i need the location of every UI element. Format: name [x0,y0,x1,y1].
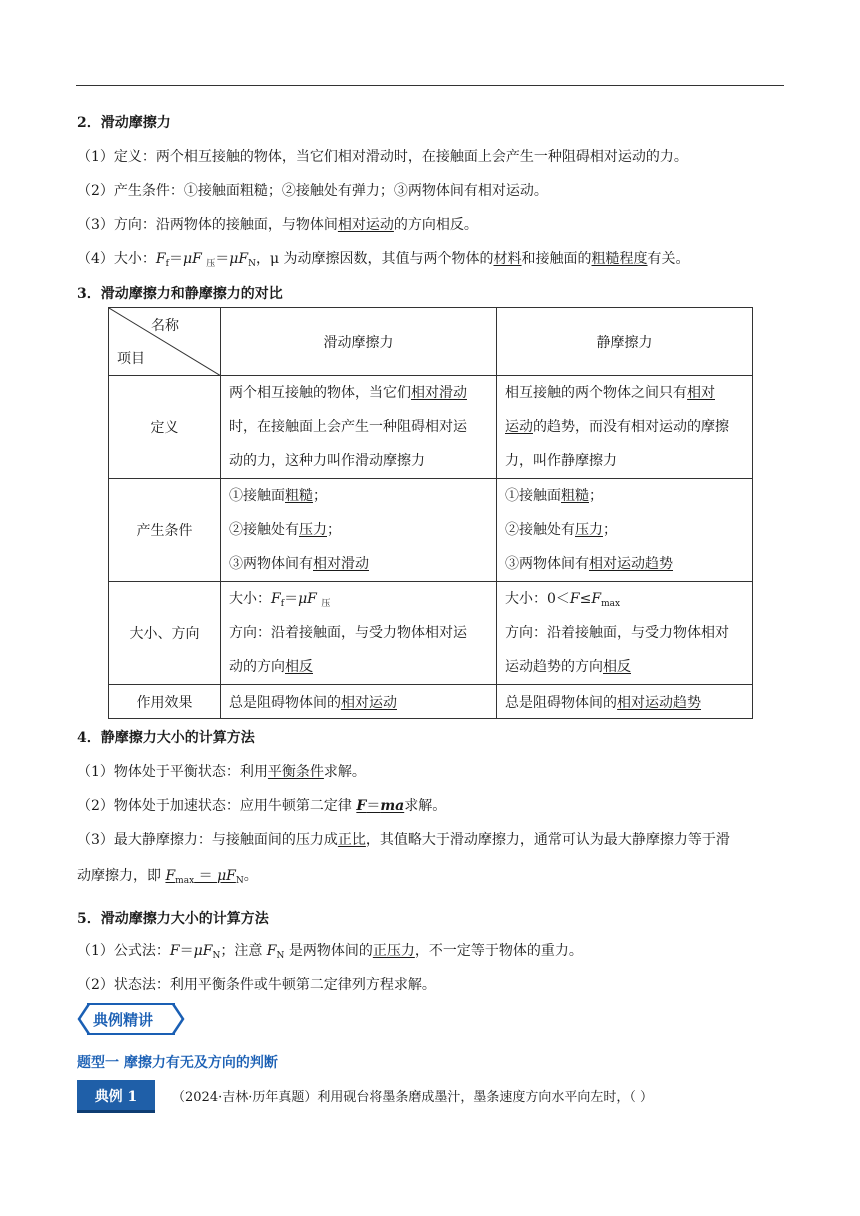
underlined-term: 相反 [285,659,313,675]
text: 求解。 [404,798,447,814]
static-condition [497,479,753,582]
text: ③两物体间有 [505,556,589,572]
underlined-term: 平衡条件 [267,764,324,780]
section-2-definition: （1）定义：两个相互接触的物体，当它们相对滑动时，在接触面上会产生一种阻碍相对运动的力。 [77,149,688,165]
example-question: （2024·吉林·历年真题）利用砚台将墨条磨成墨汁，墨条速度方向水平向左时，（ ） [172,1090,653,1105]
header-rule [76,85,784,86]
text: （4）大小： [77,251,156,267]
banner-label: 典例精讲 [93,1011,154,1029]
underlined-term: 粗糙 [285,488,313,504]
text: （1）公式法： [77,943,170,959]
underlined-term: 相对运动 [337,217,394,233]
header-sliding: 滑动摩擦力 [221,308,497,376]
header-static: 静摩擦力 [497,308,753,376]
text: ； [603,522,617,538]
underlined-term: 相对运动趋势 [617,694,701,711]
table-row [109,685,753,719]
section-2-condition: （2）产生条件：①接触面粗糙；②接触处有弹力；③两物体间有相对运动。 [77,183,548,199]
section-5-line-2: （2）状态法：利用平衡条件或牛顿第二定律列方程求解。 [77,977,436,993]
section-5-line-1 [77,940,583,961]
text: （3）最大静摩擦力：与接触面间的压力成 [77,832,338,848]
row-label-definition: 定义 [109,376,221,479]
section-4-line-1 [77,761,366,781]
example-badge [77,1080,155,1113]
text: 大小： [229,591,271,607]
text: 有关。 [647,251,690,267]
text: 的方向相反。 [393,217,478,233]
text: 动摩擦力，即 [77,868,166,884]
section-3-title: 3．滑动摩擦力和静摩擦力的对比 [77,286,283,302]
text: （3）方向：沿两物体的接触面，与物体间 [77,217,338,233]
text: ②接触处有 [505,522,575,538]
text: 和接触面的 [521,251,592,267]
text: 两个相互接触的物体，当它们 [229,385,411,401]
underlined-term: 相对运动趋势 [589,556,673,572]
table-row [109,479,753,582]
underlined-term: 粗糙 [561,488,589,504]
underlined-term: 相对滑动 [411,385,467,401]
friction-formula: $F_f=\mu F$ $_压=\mu F_N$ [155,251,256,269]
text: 。 [243,868,258,884]
section-4-line-4 [77,865,258,886]
text: ； [313,488,327,504]
text: ①接触面 [505,488,561,504]
comparison-table [108,307,753,719]
section-2-direction [77,214,478,234]
formula: $F_N$ [266,943,285,961]
text: ③两物体间有 [229,556,313,572]
text: ；注意 [220,943,267,959]
section-2-magnitude [77,248,690,269]
row-label-magnitude: 大小、方向 [109,582,221,685]
sliding-condition [221,479,497,582]
text: 动的力，这种力叫作滑动摩擦力 [229,453,425,469]
text: 方向：沿着接触面，与受力物体相对运 [229,625,467,641]
header-item: 项目 [117,351,145,367]
formula: $F_f=\mu F$ $_压$ [271,591,331,609]
table-row [109,582,753,685]
text: 总是阻碍物体间的 [229,694,341,711]
text: 求解。 [323,764,366,780]
text: ； [327,522,341,538]
underlined-term: 正比 [337,832,366,848]
section-4-title: 4．静摩擦力大小的计算方法 [77,730,255,746]
sliding-magnitude [221,582,497,685]
example-badge-label: 典例 1 [94,1089,138,1105]
text: ①接触面 [229,488,285,504]
text: （2）物体处于加速状态：应用牛顿第二定律 [77,798,357,814]
row-label-condition: 产生条件 [109,479,221,582]
text: 总是阻碍物体间的 [505,694,617,711]
text: 力，叫作静摩擦力 [505,453,617,469]
sliding-definition [221,376,497,479]
section-5-title: 5．滑动摩擦力大小的计算方法 [77,911,269,927]
underlined-term: 压力 [575,522,603,538]
text: ，其值略大于滑动摩擦力，通常可认为最大静摩擦力等于滑 [365,832,730,848]
topic-heading: 题型一 摩擦力有无及方向的判断 [77,1055,278,1071]
formula: $F=\mu F_N$ [169,943,221,961]
section-4-line-2 [77,795,446,815]
section-4-line-3 [77,829,730,849]
static-magnitude [497,582,753,685]
text: ②接触处有 [229,522,299,538]
table-header-row [109,308,753,376]
text: 时，在接触面上会产生一种阻碍相对运 [229,419,467,435]
text: ，μ 为动摩擦因数，其值与两个物体的 [255,251,494,267]
text: ，不一定等于物体的重力。 [414,943,583,959]
text: 大小： [505,591,547,607]
underlined-term: 粗糙程度 [591,251,648,267]
underlined-term: 压力 [299,522,327,538]
underlined-term: 运动 [505,419,533,435]
static-effect [497,685,753,719]
underlined-term: 正压力 [372,943,415,959]
text: （1）物体处于平衡状态：利用 [77,764,268,780]
text: 相互接触的两个物体之间只有 [505,385,687,401]
max-friction-formula: $F_{max} = \mu F_N$ [165,868,244,886]
underlined-term: 相对 [687,385,715,401]
section-2-title: 2．滑动摩擦力 [77,115,171,131]
underlined-term: 材料 [493,251,522,267]
diagonal-header-cell [109,308,221,376]
text: 方向：沿着接触面，与受力物体相对 [505,625,729,641]
example-banner [77,1003,185,1035]
text: ； [589,488,603,504]
header-name: 名称 [151,318,179,334]
text: 运动趋势的方向 [505,659,603,675]
text: 的趋势，而没有相对运动的摩擦 [533,419,729,435]
underlined-term: 相反 [603,659,631,675]
row-label-effect: 作用效果 [109,685,221,719]
static-definition [497,376,753,479]
underlined-term: 相对运动 [341,694,397,711]
table-row [109,376,753,479]
formula: $0<F\le F_{max}$ [547,591,621,609]
underlined-term: 相对滑动 [313,556,369,572]
sliding-effect [221,685,497,719]
text: 动的方向 [229,659,285,675]
text: 是两物体间的 [284,943,373,959]
newton-formula: F＝ma [356,798,405,814]
